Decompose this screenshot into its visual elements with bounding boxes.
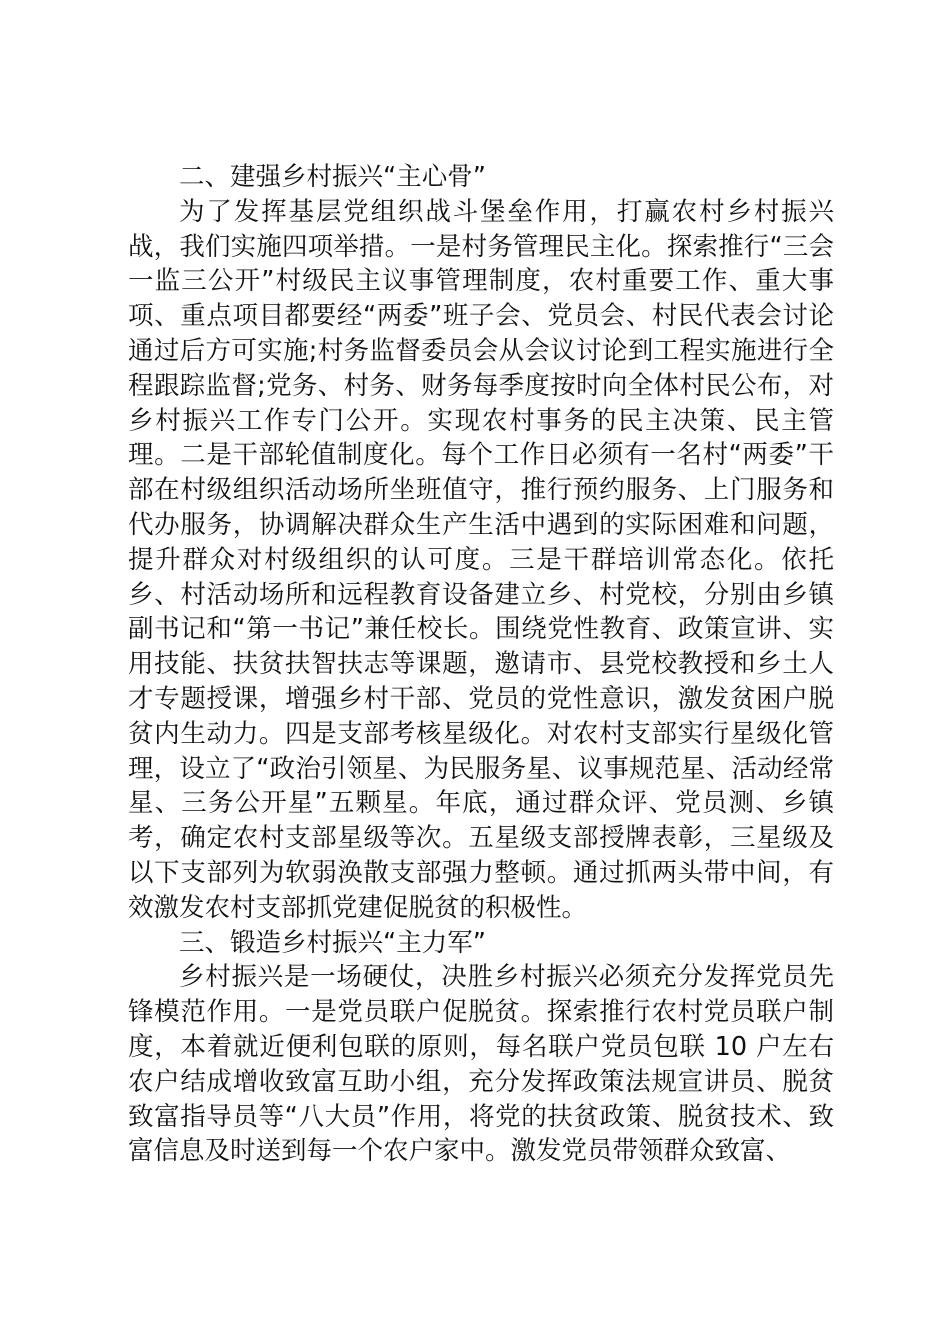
section-heading-3: 三、锻造乡村振兴“主力军”	[179, 927, 486, 958]
section-heading-2: 二、建强乡村振兴“主心骨”	[179, 162, 486, 192]
document-body	[128, 160, 834, 1169]
section-paragraph-3: 乡村振兴是一场硬仗，决胜乡村振兴必须充分发挥党员先锋模范作用。一是党员联户促脱贫。探索推行农村党员联户制度，本着就近便利包联的原则，每名联户党员包联 10 户左右农户结成增收致富互助小组，充分发挥政策法规宣讲员、脱贫致富指导员等“八大员”作用，将党的扶贫政策、脱贫技术、致富信息及时送到每一个农户家中。激发党员带领群众致富、	[128, 962, 834, 1167]
section-paragraph-2: 为了发挥基层党组织战斗堡垒作用，打赢农村乡村振兴战，我们实施四项举措。一是村务管理民主化。探索推行“三会一监三公开”村级民主议事管理制度，农村重要工作、重大事项、重点项目都要经“两委”班子会、党员会、村民代表会讨论通过后方可实施;村务监督委员会从会议讨论到工程实施进行全程跟踪监督;党务、村务、财务每季度按时向全体村民公布，对乡村振兴工作专门公开。实现农村事务的民主决策、民主管理。二是干部轮值制度化。每个工作日必须有一名村“两委”干部在村级组织活动场所坐班值守，推行预约服务、上门服务和代办服务，协调解决群众生产生活中遇到的实际困难和问题，提升群众对村级组织的认可度。三是干群培训常态化。依托乡、村活动场所和远程教育设备建立乡、村党校，分别由乡镇副书记和“第一书记”兼任校长。围绕党性教育、政策宣讲、实用技能、扶贫扶智扶志等课题，邀请市、县党校教授和乡土人才专题授课，增强乡村干部、党员的党性意识，激发贫困户脱贫内生动力。四是支部考核星级化。对农村支部实行星级化管理，设立了“政治引领星、为民服务星、议事规范星、活动经常星、三务公开星”五颗星。年底，通过群众评、党员测、乡镇考，确定农村支部星级等次。五星级支部授牌表彰，三星级及以下支部列为软弱涣散支部强力整顿。通过抓两头带中间，有效激发农村支部抓党建促脱贫的积极性。	[128, 196, 834, 923]
